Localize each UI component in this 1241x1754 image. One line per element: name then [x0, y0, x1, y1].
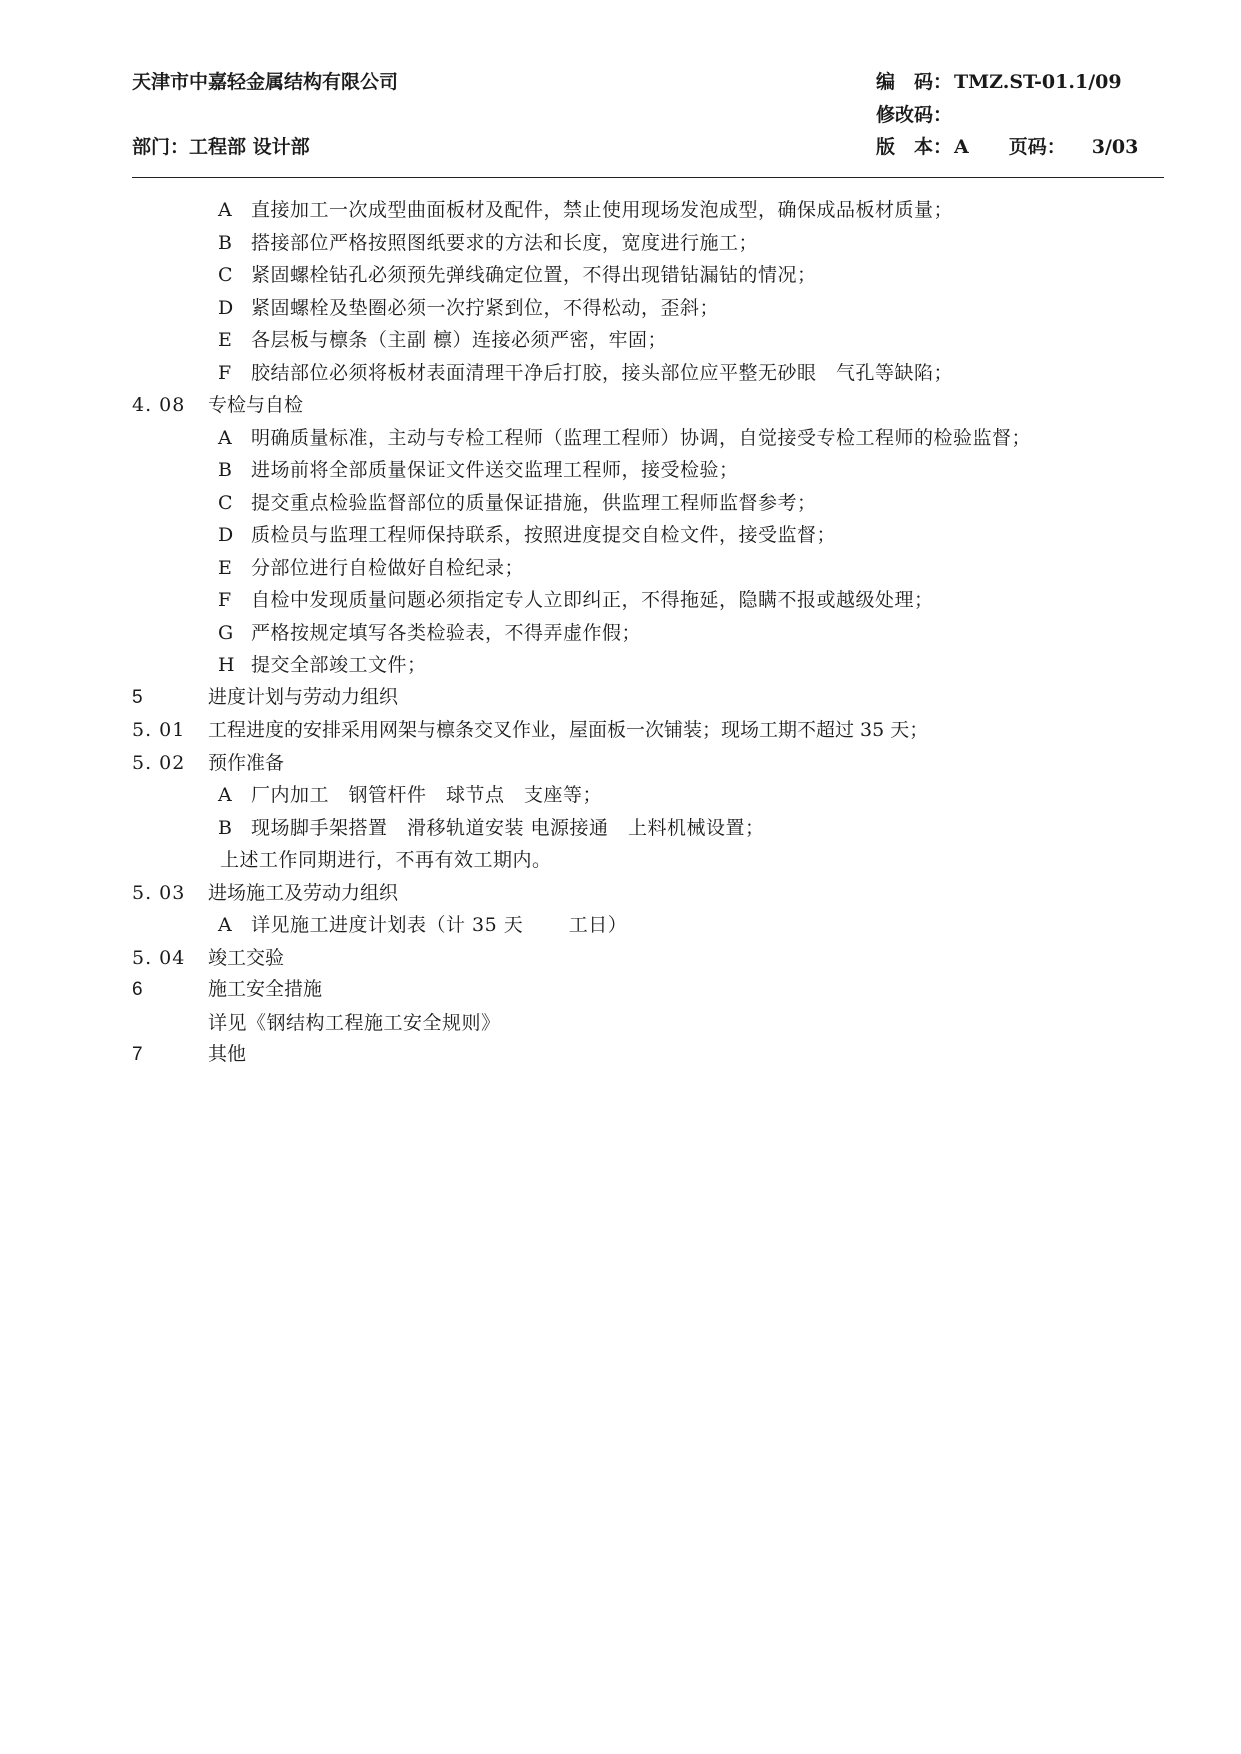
doc-code-value: TMZ.ST-01.1/09: [954, 71, 1122, 93]
item-text: 严格按规定填写各类检验表，不得弄虚作假；: [251, 621, 642, 644]
list-item: [0, 292, 1241, 325]
list-item: [0, 649, 1241, 682]
subsection-title: 专检与自检: [208, 394, 304, 416]
item-text: 直接加工一次成型曲面板材及配件，禁止使用现场发泡成型，确保成品板材质量；: [251, 199, 954, 221]
item-letter: C: [218, 491, 233, 514]
item-letter: C: [218, 264, 233, 286]
item-text: 提交重点检验监督部位的质量保证措施，供监理工程师监督参考；: [251, 491, 817, 514]
list-item: [0, 552, 1241, 585]
subsection-heading: [0, 747, 1241, 780]
section-heading: [0, 682, 1241, 715]
version-and-page: [876, 135, 1138, 159]
item-letter: A: [218, 784, 232, 806]
list-item: [0, 227, 1241, 260]
subsection-number: 5. 02: [132, 751, 186, 774]
subsection-title: 工程进度的安排采用网架与檩条交叉作业，屋面板一次铺装；现场工期不超过 35 天；: [208, 719, 929, 741]
paragraph-line: [0, 1007, 1241, 1040]
item-letter: F: [218, 361, 232, 384]
item-letter: A: [218, 199, 232, 221]
item-letter: G: [218, 621, 234, 644]
item-text: 进场前将全部质量保证文件送交监理工程师，接受检验；: [251, 459, 739, 481]
section-heading: [0, 974, 1241, 1007]
item-text: 搭接部位严格按照图纸要求的方法和长度，宽度进行施工；: [251, 231, 759, 254]
header-divider: [132, 177, 1164, 178]
item-text: 分部位进行自检做好自检纪录；: [251, 556, 525, 579]
section-number: 6: [132, 979, 144, 1000]
item-letter: E: [218, 556, 232, 579]
subsection-number: 5. 03: [132, 881, 186, 904]
item-letter: D: [218, 296, 234, 319]
list-item: [0, 779, 1241, 812]
list-item: [0, 487, 1241, 520]
item-text: 质检员与监理工程师保持联系，按照进度提交自检文件，接受监督；: [251, 524, 837, 546]
revision-code: [876, 103, 954, 127]
list-item: [0, 422, 1241, 455]
section-title: 施工安全措施: [208, 979, 323, 1000]
item-text: 紧固螺栓钻孔必须预先弹线确定位置，不得出现错钻漏钻的情况；: [251, 264, 817, 286]
subsection-title: 竣工交验: [208, 946, 285, 969]
section-title: 其他: [208, 1044, 247, 1065]
subsection-heading: [0, 714, 1241, 747]
item-text: 自检中发现质量问题必须指定专人立即纠正，不得拖延，隐瞒不报或越级处理；: [251, 589, 934, 611]
doc-code-label: 编 码：: [876, 71, 953, 93]
item-letter: B: [218, 231, 232, 254]
item-letter: E: [218, 329, 232, 351]
item-text: 提交全部竣工文件；: [251, 654, 427, 676]
subsection-number: 4. 08: [132, 394, 186, 416]
list-item: [0, 584, 1241, 617]
company-name: 天津市中嘉轻金属结构有限公司: [132, 71, 399, 93]
section-title: 进度计划与劳动力组织: [208, 686, 399, 708]
department: 部门：工程部 设计部: [132, 136, 310, 158]
page-number: 3/03: [1091, 136, 1139, 158]
item-text: 现场脚手架搭置 滑移轨道安装 电源接通 上料机械设置；: [251, 816, 765, 839]
item-text: 紧固螺栓及垫圈必须一次拧紧到位，不得松动，歪斜；: [251, 296, 720, 319]
list-item: [0, 357, 1241, 390]
item-letter: B: [218, 816, 232, 839]
note-text: 上述工作同期进行，不再有效工期内。: [220, 849, 552, 871]
item-letter: A: [218, 426, 232, 449]
item-letter: B: [218, 459, 232, 481]
subsection-heading: [0, 942, 1241, 975]
version-value: A: [954, 136, 969, 158]
subsection-number: 5. 01: [132, 719, 186, 741]
item-text: 厂内加工 钢管杆件 球节点 支座等；: [251, 784, 603, 806]
list-item: [0, 194, 1241, 227]
list-item: [0, 617, 1241, 650]
item-letter: A: [218, 914, 232, 936]
list-item: [0, 519, 1241, 552]
item-text: 明确质量标准，主动与专检工程师（监理工程师）协调，自觉接受专检工程师的检验监督；: [251, 426, 1032, 449]
item-text: 详见施工进度计划表（计 35 天 工日）: [251, 914, 628, 936]
list-item: [0, 324, 1241, 357]
doc-code: [876, 70, 1122, 94]
subsection-heading: [0, 877, 1241, 910]
section-number: 7: [132, 1044, 144, 1065]
section-number: 5: [132, 686, 144, 708]
paragraph-text: 详见《钢结构工程施工安全规则》: [208, 1011, 501, 1034]
item-letter: H: [218, 654, 235, 676]
revision-label: 修改码：: [876, 104, 953, 126]
subsection-heading: [0, 389, 1241, 422]
document-body: [0, 194, 1241, 1072]
item-letter: F: [218, 589, 232, 611]
subsection-title: 进场施工及劳动力组织: [208, 881, 399, 904]
section-heading: [0, 1039, 1241, 1072]
list-item: [0, 812, 1241, 845]
item-text: 胶结部位必须将板材表面清理干净后打胶，接头部位应平整无砂眼 气孔等缺陷；: [251, 361, 954, 384]
subsection-number: 5. 04: [132, 946, 186, 969]
list-item: [0, 909, 1241, 942]
list-item: [0, 259, 1241, 292]
item-letter: D: [218, 524, 234, 546]
list-item: [0, 454, 1241, 487]
page-label: 页码：: [1008, 136, 1066, 158]
item-text: 各层板与檩条（主副 檩）连接必须严密，牢固；: [251, 329, 668, 351]
version-label: 版 本：: [876, 136, 953, 158]
note-line: [0, 844, 1241, 877]
subsection-title: 预作准备: [208, 751, 285, 774]
